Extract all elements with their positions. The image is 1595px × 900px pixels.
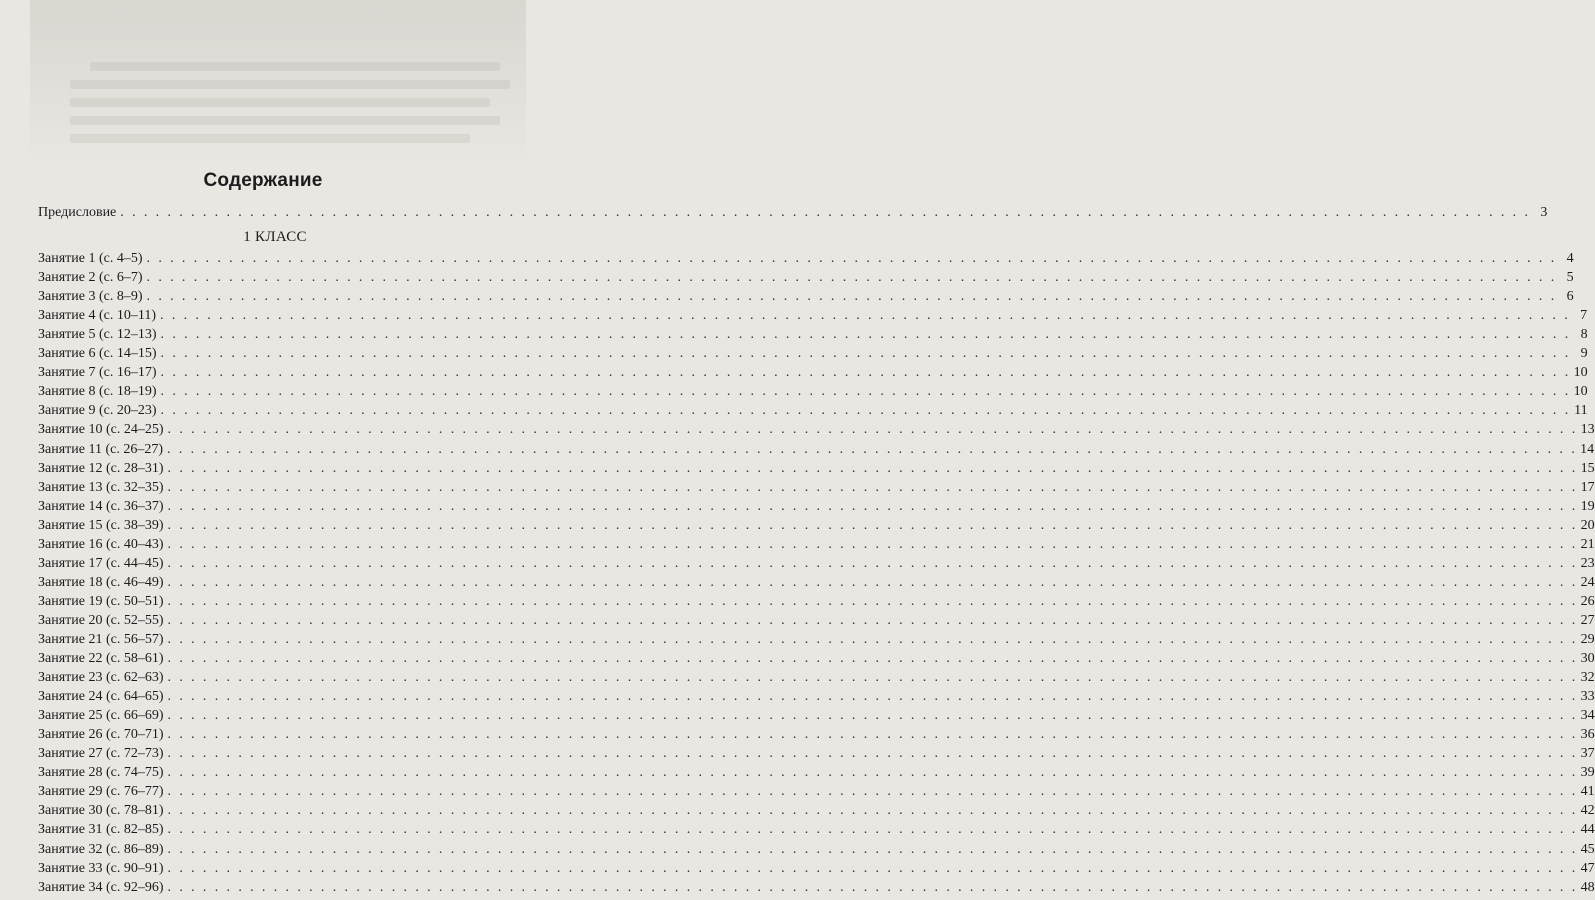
dot-leader: . . . . . . . . . . . . . . . . . . . . . . . . . . . . . . . . . . . . . . . . . . . . . . . . . . . . . . . . . . . . . . . . . . . . . . . . . . . . . . . . . . . . . . . . . . . . . . . . . . . . . . . . . . . . . . . . . . . . . . . . <box>167 784 1578 800</box>
toc-page-number: 24 <box>1580 574 1595 590</box>
toc-label: Занятие 7 (с. 16–17) <box>38 365 157 381</box>
dot-leader: . . . . . . . . . . . . . . . . . . . . . . . . . . . . . . . . . . . . . . . . . . . . . . . . . . . . . . . . . . . . . . . . . . . . . . . . . . . . . . . . . . . . . . . . . . . . . . . . . . . . . . . . . . . . . . . . . . . . . . . . <box>167 555 1578 571</box>
toc-row <box>38 706 1595 725</box>
dot-leader: . . . . . . . . . . . . . . . . . . . . . . . . . . . . . . . . . . . . . . . . . . . . . . . . . . . . . . . . . . . . . . . . . . . . . . . . . . . . . . . . . . . . . . . . . . . . . . . . . . . . . . . . . . . . . . . . . . . . . . . . <box>167 422 1578 438</box>
toc-row <box>38 668 1595 687</box>
toc-label: Занятие 4 (с. 10–11) <box>38 308 157 324</box>
toc-label: Занятие 16 (с. 40–43) <box>38 536 164 552</box>
toc-page-number: 5 <box>1566 270 1574 286</box>
dot-leader: . . . . . . . . . . . . . . . . . . . . . . . . . . . . . . . . . . . . . . . . . . . . . . . . . . . . . . . . . . . . . . . . . . . . . . . . . . . . . . . . . . . . . . . . . . . . . . . . . . . . . . . . . . . . . . . . . . . . . . . . <box>167 841 1578 857</box>
dot-leader: . . . . . . . . . . . . . . . . . . . . . . . . . . . . . . . . . . . . . . . . . . . . . . . . . . . . . . . . . . . . . . . . . . . . . . . . . . . . . . . . . . . . . . . . . . . . . . . . . . . . . . . . . . . . . . . . . . . . . . . . <box>160 384 1571 400</box>
toc-page-number: 11 <box>1574 403 1588 419</box>
dot-leader: . . . . . . . . . . . . . . . . . . . . . . . . . . . . . . . . . . . . . . . . . . . . . . . . . . . . . . . . . . . . . . . . . . . . . . . . . . . . . . . . . . . . . . . . . . . . . . . . . . . . . . . . . . . . . . . . . . . . . . . . <box>167 727 1578 743</box>
toc-page-number: 14 <box>1580 441 1595 457</box>
toc-row <box>38 535 1595 554</box>
dot-leader: . . . . . . . . . . . . . . . . . . . . . . . . . . . . . . . . . . . . . . . . . . . . . . . . . . . . . . . . . . . . . . . . . . . . . . . . . . . . . . . . . . . . . . . . . . . . . . . . . . . . . . . . . . . . . . . . . . . . . . . . <box>160 346 1571 362</box>
dot-leader: . . . . . . . . . . . . . . . . . . . . . . . . . . . . . . . . . . . . . . . . . . . . . . . . . . . . . . . . . . . . . . . . . . . . . . . . . . . . . . . . . . . . . . . . . . . . . . . . . . . . . . . . . . . . . . . . . . . . . . . . <box>160 327 1571 343</box>
toc-label: Занятие 2 (с. 6–7) <box>38 270 143 286</box>
table-of-contents <box>38 203 1595 897</box>
toc-label: Занятие 20 (с. 52–55) <box>38 612 164 628</box>
dot-leader: . . . . . . . . . . . . . . . . . . . . . . . . . . . . . . . . . . . . . . . . . . . . . . . . . . . . . . . . . . . . . . . . . . . . . . . . . . . . . . . . . . . . . . . . . . . . . . . . . . . . . . . . . . . . . . . . . . . . . . . . <box>167 708 1578 724</box>
toc-entries <box>38 249 1595 897</box>
dot-leader: . . . . . . . . . . . . . . . . . . . . . . . . . . . . . . . . . . . . . . . . . . . . . . . . . . . . . . . . . . . . . . . . . . . . . . . . . . . . . . . . . . . . . . . . . . . . . . . . . . . . . . . . . . . . . . . . . . . . . . . . <box>160 308 1571 324</box>
show-through-line <box>90 62 500 71</box>
dot-leader: . . . . . . . . . . . . . . . . . . . . . . . . . . . . . . . . . . . . . . . . . . . . . . . . . . . . . . . . . . . . . . . . . . . . . . . . . . . . . . . . . . . . . . . . . . . . . . . . . . . . . . . . . . . . . . . . . . . . . . . . <box>167 536 1578 552</box>
toc-row <box>38 268 1574 287</box>
toc-row <box>38 516 1595 535</box>
toc-label: Предисловие <box>38 205 117 220</box>
toc-row <box>38 859 1595 878</box>
toc-page-number: 36 <box>1580 727 1595 743</box>
toc-row <box>38 325 1588 344</box>
toc-label: Занятие 33 (с. 90–91) <box>38 860 164 876</box>
toc-page-number: 4 <box>1566 251 1574 267</box>
toc-row <box>38 287 1574 306</box>
toc-row <box>38 382 1588 401</box>
show-through-line <box>70 116 500 125</box>
toc-page-number: 41 <box>1580 784 1595 800</box>
toc-row <box>38 459 1595 478</box>
toc-row-preface <box>38 203 1548 222</box>
toc-row <box>38 744 1595 763</box>
toc-page-number: 10 <box>1573 365 1588 381</box>
toc-row <box>38 363 1588 382</box>
toc-row <box>38 801 1595 820</box>
toc-row <box>38 630 1595 649</box>
toc-page-number: 27 <box>1580 612 1595 628</box>
toc-label: Занятие 24 (с. 64–65) <box>38 689 164 705</box>
toc-page-number: 44 <box>1580 822 1595 838</box>
dot-leader: . . . . . . . . . . . . . . . . . . . . . . . . . . . . . . . . . . . . . . . . . . . . . . . . . . . . . . . . . . . . . . . . . . . . . . . . . . . . . . . . . . . . . . . . . . . . . . . . . . . . . . . . . . . . . . . . . . . . . . . . <box>167 631 1578 647</box>
toc-page-number: 17 <box>1580 479 1595 495</box>
toc-page-number: 47 <box>1580 860 1595 876</box>
dot-leader: . . . . . . . . . . . . . . . . . . . . . . . . . . . . . . . . . . . . . . . . . . . . . . . . . . . . . . . . . . . . . . . . . . . . . . . . . . . . . . . . . . . . . . . . . . . . . . . . . . . . . . . . . . . . . . . . . . . . . . . . <box>167 860 1578 876</box>
dot-leader: . . . . . . . . . . . . . . . . . . . . . . . . . . . . . . . . . . . . . . . . . . . . . . . . . . . . . . . . . . . . . . . . . . . . . . . . . . . . . . . . . . . . . . . . . . . . . . . . . . . . . . . . . . . . . . . . . . . . . . . . <box>167 765 1578 781</box>
toc-label: Занятие 6 (с. 14–15) <box>38 346 157 362</box>
toc-row <box>38 649 1595 668</box>
toc-page-number: 13 <box>1580 422 1595 438</box>
toc-page-number: 45 <box>1580 841 1595 857</box>
toc-row <box>38 344 1588 363</box>
dot-leader: . . . . . . . . . . . . . . . . . . . . . . . . . . . . . . . . . . . . . . . . . . . . . . . . . . . . . . . . . . . . . . . . . . . . . . . . . . . . . . . . . . . . . . . . . . . . . . . . . . . . . . . . . . . . . . . . . . . . . . . . <box>160 403 1571 419</box>
toc-label: Занятие 5 (с. 12–13) <box>38 327 157 343</box>
dot-leader: . . . . . . . . . . . . . . . . . . . . . . . . . . . . . . . . . . . . . . . . . . . . . . . . . . . . . . . . . . . . . . . . . . . . . . . . . . . . . . . . . . . . . . . . . . . . . . . . . . . . . . . . . . . . . . . . . . . . . . . . <box>167 574 1578 590</box>
toc-label: Занятие 34 (с. 92–96) <box>38 879 164 895</box>
page-title: Содержание <box>203 170 323 191</box>
toc-label: Занятие 32 (с. 86–89) <box>38 841 164 857</box>
dot-leader: . . . . . . . . . . . . . . . . . . . . . . . . . . . . . . . . . . . . . . . . . . . . . . . . . . . . . . . . . . . . . . . . . . . . . . . . . . . . . . . . . . . . . . . . . . . . . . . . . . . . . . . . . . . . . . . . . . . . . . . . <box>167 822 1578 838</box>
dot-leader: . . . . . . . . . . . . . . . . . . . . . . . . . . . . . . . . . . . . . . . . . . . . . . . . . . . . . . . . . . . . . . . . . . . . . . . . . . . . . . . . . . . . . . . . . . . . . . . . . . . . . . . . . . . . . . . . . . . . . . . . <box>167 746 1578 762</box>
toc-page-number: 10 <box>1573 384 1588 400</box>
dot-leader: . . . . . . . . . . . . . . . . . . . . . . . . . . . . . . . . . . . . . . . . . . . . . . . . . . . . . . . . . . . . . . . . . . . . . . . . . . . . . . . . . . . . . . . . . . . . . . . . . . . . . . . . . . . . . . . . . . . . . . . . <box>167 517 1578 533</box>
toc-row <box>38 840 1595 859</box>
toc-page-number: 29 <box>1580 631 1595 647</box>
section-heading: 1 КЛАСС <box>243 229 307 246</box>
toc-page-number: 34 <box>1580 708 1595 724</box>
toc-label: Занятие 22 (с. 58–61) <box>38 651 164 667</box>
toc-row <box>38 573 1595 592</box>
show-through-area <box>30 0 526 165</box>
dot-leader: . . . . . . . . . . . . . . . . . . . . . . . . . . . . . . . . . . . . . . . . . . . . . . . . . . . . . . . . . . . . . . . . . . . . . . . . . . . . . . . . . . . . . . . . . . . . . . . . . . . . . . . . . . . . . . . . . . . . . . . . <box>146 251 1557 267</box>
toc-page-number: 6 <box>1566 289 1574 305</box>
toc-label: Занятие 23 (с. 62–63) <box>38 670 164 686</box>
toc-row <box>38 611 1595 630</box>
toc-row <box>38 420 1595 439</box>
toc-label: Занятие 13 (с. 32–35) <box>38 479 164 495</box>
toc-row <box>38 878 1595 897</box>
toc-label: Занятие 31 (с. 82–85) <box>38 822 164 838</box>
toc-page-number: 48 <box>1580 879 1595 895</box>
toc-label: Занятие 3 (с. 8–9) <box>38 289 143 305</box>
dot-leader: . . . . . . . . . . . . . . . . . . . . . . . . . . . . . . . . . . . . . . . . . . . . . . . . . . . . . . . . . . . . . . . . . . . . . . . . . . . . . . . . . . . . . . . . . . . . . . . . . . . . . . . . . . . . . . . . . . . . . . . . <box>167 479 1578 495</box>
toc-page-number: 42 <box>1580 803 1595 819</box>
toc-label: Занятие 15 (с. 38–39) <box>38 517 164 533</box>
toc-label: Занятие 12 (с. 28–31) <box>38 460 164 476</box>
dot-leader: . . . . . . . . . . . . . . . . . . . . . . . . . . . . . . . . . . . . . . . . . . . . . . . . . . . . . . . . . . . . . . . . . . . . . . . . . . . . . . . . . . . . . . . . . . . . . . . . . . . . . . . . . . . . . . . . . . . . . . . . <box>167 803 1578 819</box>
toc-row <box>38 249 1574 268</box>
toc-page-number: 32 <box>1580 670 1595 686</box>
toc-label: Занятие 1 (с. 4–5) <box>38 251 143 267</box>
dot-leader: . . . . . . . . . . . . . . . . . . . . . . . . . . . . . . . . . . . . . . . . . . . . . . . . . . . . . . . . . . . . . . . . . . . . . . . . . . . . . . . . . . . . . . . . . . . . . . . . . . . . . . . . . . . . . . . . . . . . . . . . <box>167 612 1578 628</box>
toc-label: Занятие 25 (с. 66–69) <box>38 708 164 724</box>
toc-page-number: 26 <box>1580 593 1595 609</box>
toc-label: Занятие 29 (с. 76–77) <box>38 784 164 800</box>
toc-label: Занятие 8 (с. 18–19) <box>38 384 157 400</box>
toc-page-number: 15 <box>1580 460 1595 476</box>
toc-label: Занятие 30 (с. 78–81) <box>38 803 164 819</box>
toc-page-number: 39 <box>1580 765 1595 781</box>
toc-page-number: 37 <box>1580 746 1595 762</box>
toc-row <box>38 763 1595 782</box>
show-through-line <box>70 134 470 143</box>
dot-leader: . . . . . . . . . . . . . . . . . . . . . . . . . . . . . . . . . . . . . . . . . . . . . . . . . . . . . . . . . . . . . . . . . . . . . . . . . . . . . . . . . . . . . . . . . . . . . . . . . . . . . . . . . . . . . . . . . . . . . . . . <box>167 670 1578 686</box>
toc-page-number: 21 <box>1580 536 1595 552</box>
toc-label: Занятие 17 (с. 44–45) <box>38 555 164 571</box>
dot-leader: . . . . . . . . . . . . . . . . . . . . . . . . . . . . . . . . . . . . . . . . . . . . . . . . . . . . . . . . . . . . . . . . . . . . . . . . . . . . . . . . . . . . . . . . . . . . . . . . . . . . . . . . . . . . . . . . . . . . . . . . <box>167 879 1578 895</box>
dot-leader: . . . . . . . . . . . . . . . . . . . . . . . . . . . . . . . . . . . . . . . . . . . . . . . . . . . . . . . . . . . . . . . . . . . . . . . . . . . . . . . . . . . . . . . . . . . . . . . . . . . . . . . . . . . . . . . . . . . . . . . . <box>167 689 1578 705</box>
toc-label: Занятие 9 (с. 20–23) <box>38 403 157 419</box>
toc-label: Занятие 27 (с. 72–73) <box>38 746 164 762</box>
toc-page-number: 30 <box>1580 651 1595 667</box>
dot-leader: . . . . . . . . . . . . . . . . . . . . . . . . . . . . . . . . . . . . . . . . . . . . . . . . . . . . . . . . . . . . . . . . . . . . . . . . . . . . . . . . . . . . . . . . . . . . . . . . . . . . . . . . . . . . . . . . . . . . . . . . <box>167 441 1578 457</box>
toc-row <box>38 687 1595 706</box>
toc-row <box>38 478 1595 497</box>
toc-page-number: 19 <box>1580 498 1595 514</box>
toc-page-number: 7 <box>1580 308 1588 324</box>
dot-leader: . . . . . . . . . . . . . . . . . . . . . . . . . . . . . . . . . . . . . . . . . . . . . . . . . . . . . . . . . . . . . . . . . . . . . . . . . . . . . . . . . . . . . . . . . . . . . . . . . . . . . . . . . . . . . . . . . . . . . . . . <box>167 498 1578 514</box>
toc-row <box>38 440 1595 459</box>
toc-page-number: 8 <box>1580 327 1588 343</box>
show-through-line <box>70 80 510 89</box>
toc-row <box>38 592 1595 611</box>
dot-leader: . . . . . . . . . . . . . . . . . . . . . . . . . . . . . . . . . . . . . . . . . . . . . . . . . . . . . . . . . . . . . . . . . . . . . . . . . . . . . . . . . . . . . . . . . . . . . . . . . . . . . . . . . . . . . . . . . . . . . . . . <box>167 460 1578 476</box>
toc-label: Занятие 21 (с. 56–57) <box>38 631 164 647</box>
toc-page-number: 33 <box>1580 689 1595 705</box>
toc-label: Занятие 11 (с. 26–27) <box>38 441 164 457</box>
dot-leader: . . . . . . . . . . . . . . . . . . . . . . . . . . . . . . . . . . . . . . . . . . . . . . . . . . . . . . . . . . . . . . . . . . . . . . . . . . . . . . . . . . . . . . . . . . . . . . . . . . . . . . . . . . . . . . . . . . . . . . . . <box>146 270 1557 286</box>
toc-row <box>38 306 1588 325</box>
toc-page-number: 20 <box>1580 517 1595 533</box>
toc-page-number: 9 <box>1580 346 1588 362</box>
toc-label: Занятие 26 (с. 70–71) <box>38 727 164 743</box>
toc-row <box>38 401 1588 420</box>
toc-label: Занятие 10 (с. 24–25) <box>38 422 164 438</box>
toc-row <box>38 554 1595 573</box>
dot-leader: . . . . . . . . . . . . . . . . . . . . . . . . . . . . . . . . . . . . . . . . . . . . . . . . . . . . . . . . . . . . . . . . . . . . . . . . . . . . . . . . . . . . . . . . . . . . . . . . . . . . . . . . . . . . . . . . . . . . . . . . <box>120 205 1531 220</box>
toc-page-number: 23 <box>1580 555 1595 571</box>
dot-leader: . . . . . . . . . . . . . . . . . . . . . . . . . . . . . . . . . . . . . . . . . . . . . . . . . . . . . . . . . . . . . . . . . . . . . . . . . . . . . . . . . . . . . . . . . . . . . . . . . . . . . . . . . . . . . . . . . . . . . . . . <box>146 289 1557 305</box>
toc-label: Занятие 18 (с. 46–49) <box>38 574 164 590</box>
toc-row <box>38 820 1595 839</box>
toc-label: Занятие 19 (с. 50–51) <box>38 593 164 609</box>
toc-row <box>38 782 1595 801</box>
dot-leader: . . . . . . . . . . . . . . . . . . . . . . . . . . . . . . . . . . . . . . . . . . . . . . . . . . . . . . . . . . . . . . . . . . . . . . . . . . . . . . . . . . . . . . . . . . . . . . . . . . . . . . . . . . . . . . . . . . . . . . . . <box>167 593 1578 609</box>
toc-row <box>38 725 1595 744</box>
show-through-line <box>70 98 490 107</box>
toc-row <box>38 497 1595 516</box>
dot-leader: . . . . . . . . . . . . . . . . . . . . . . . . . . . . . . . . . . . . . . . . . . . . . . . . . . . . . . . . . . . . . . . . . . . . . . . . . . . . . . . . . . . . . . . . . . . . . . . . . . . . . . . . . . . . . . . . . . . . . . . . <box>160 365 1571 381</box>
toc-label: Занятие 14 (с. 36–37) <box>38 498 164 514</box>
toc-page-number: 3 <box>1540 205 1548 220</box>
toc-label: Занятие 28 (с. 74–75) <box>38 765 164 781</box>
dot-leader: . . . . . . . . . . . . . . . . . . . . . . . . . . . . . . . . . . . . . . . . . . . . . . . . . . . . . . . . . . . . . . . . . . . . . . . . . . . . . . . . . . . . . . . . . . . . . . . . . . . . . . . . . . . . . . . . . . . . . . . . <box>167 651 1578 667</box>
